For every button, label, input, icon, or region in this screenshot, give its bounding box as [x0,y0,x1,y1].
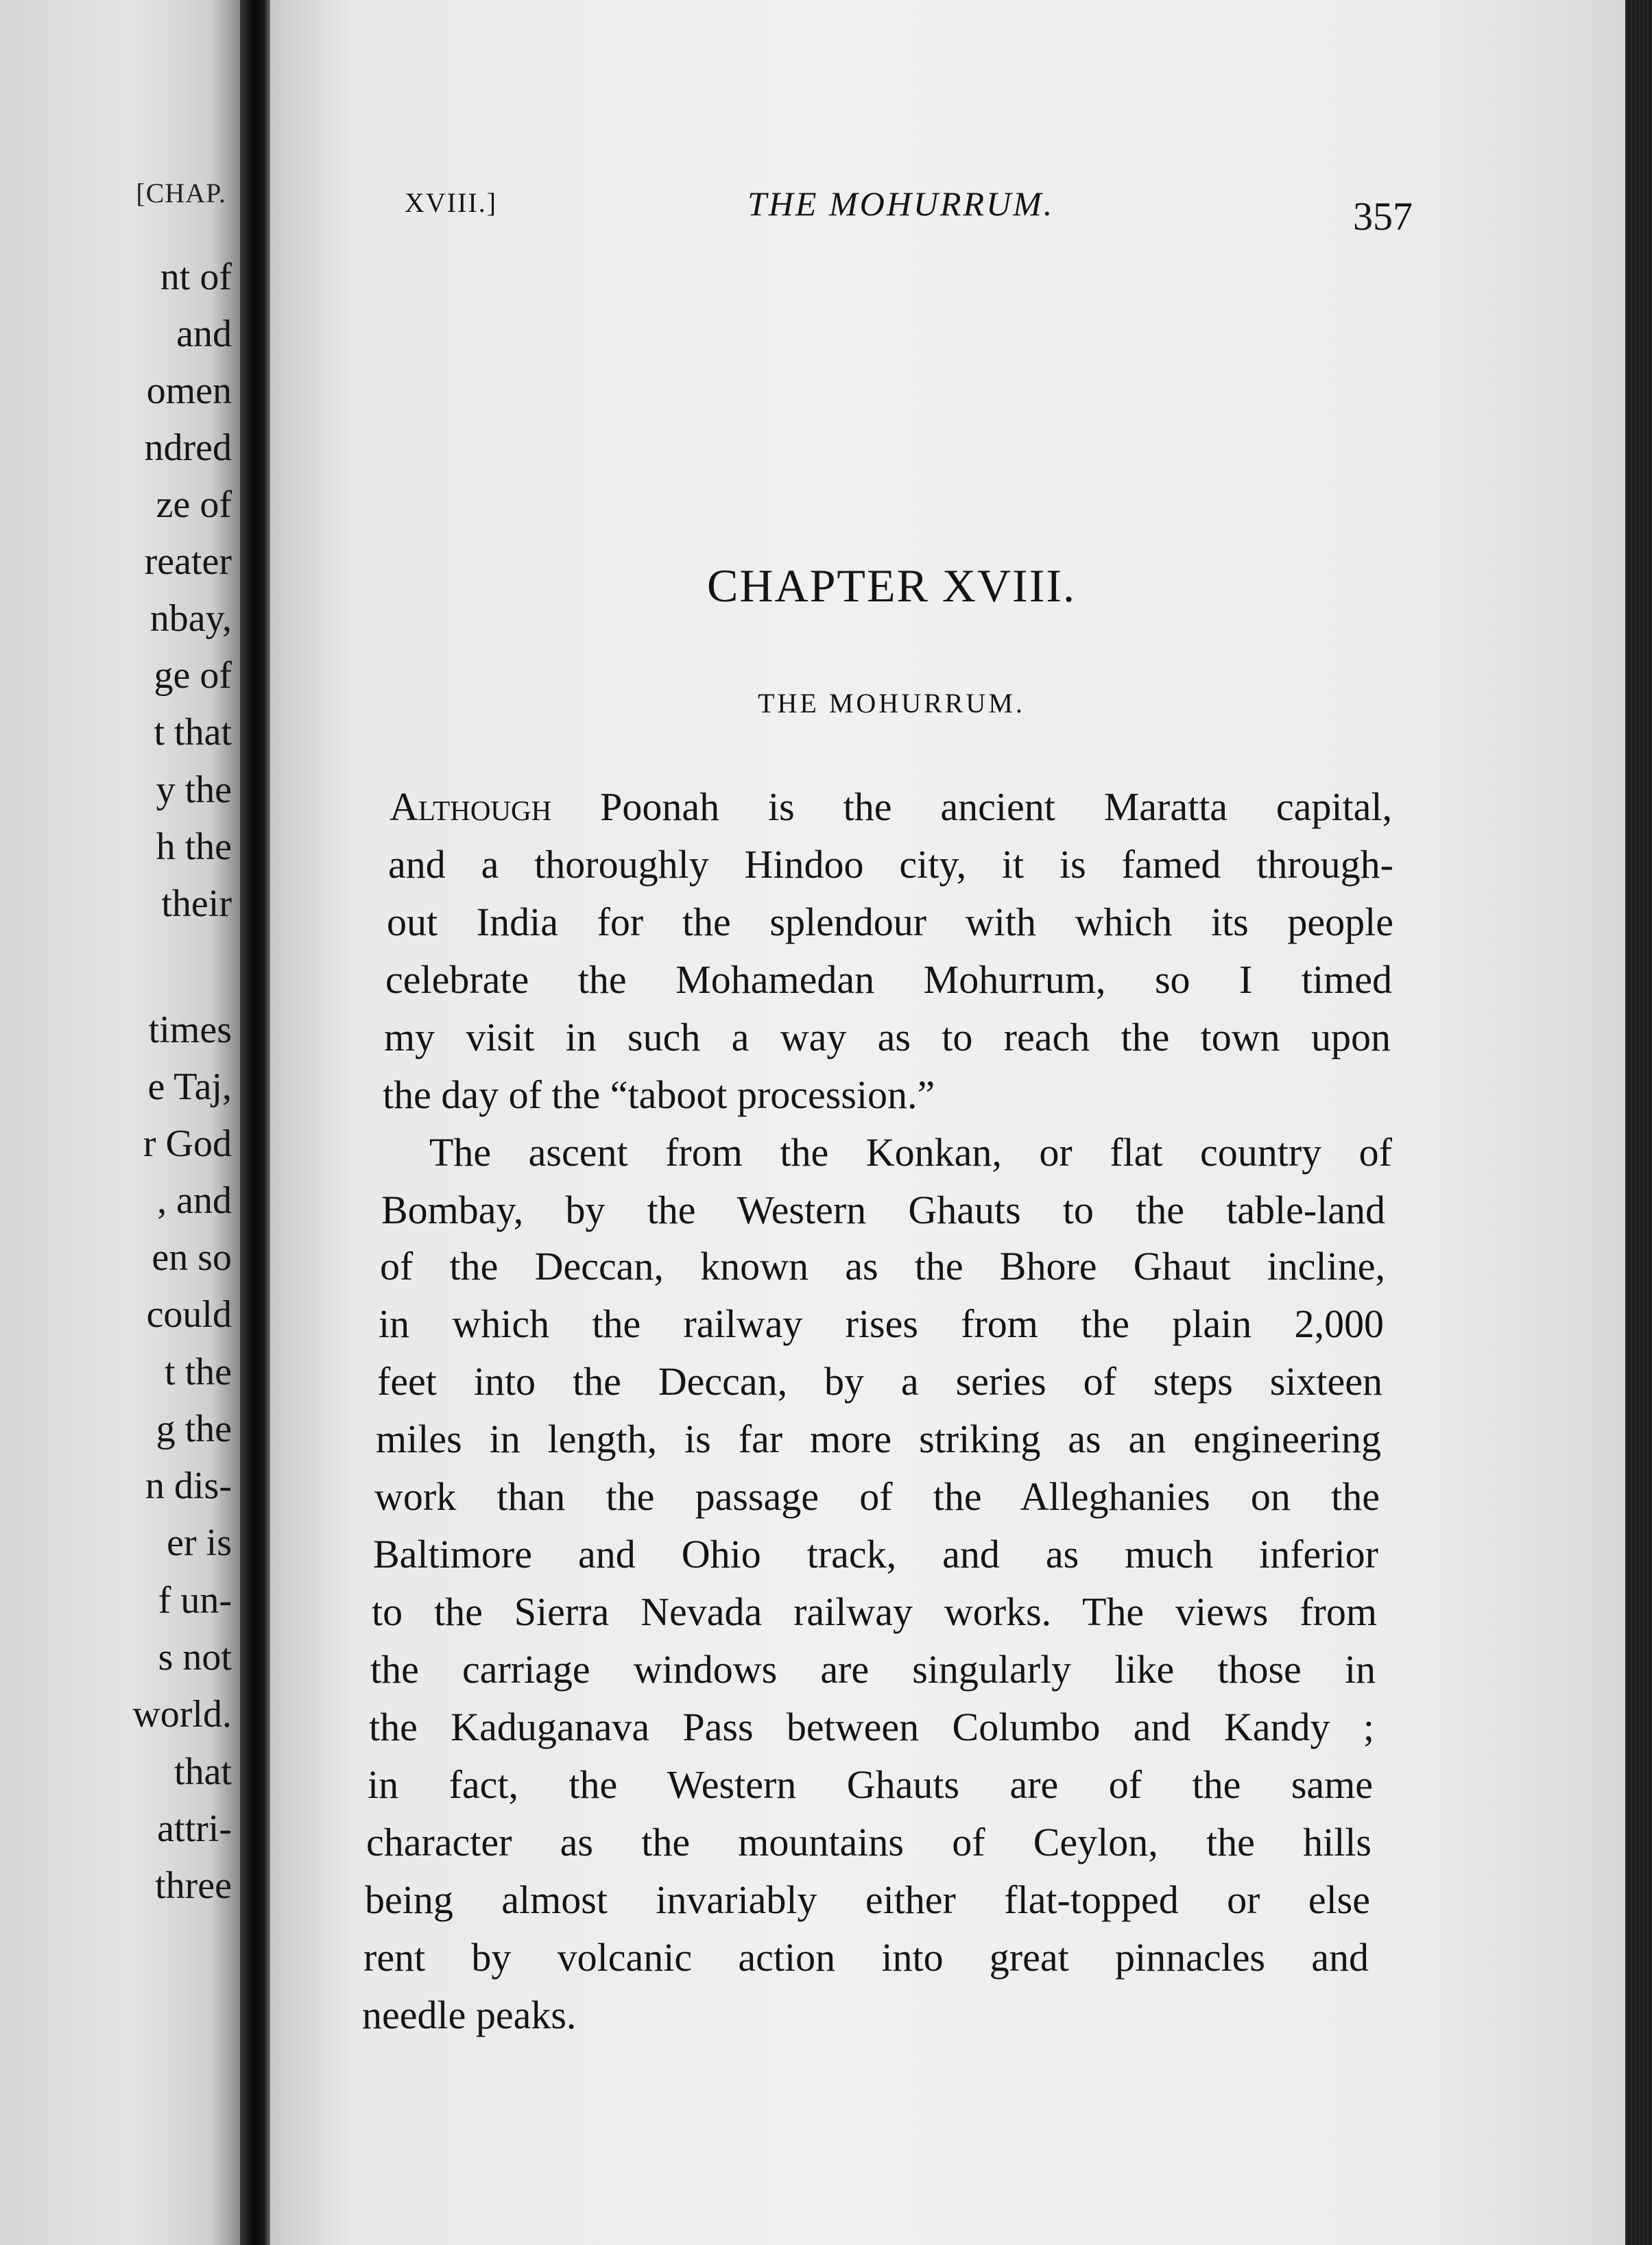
paragraph-2-line-8: Baltimore and Ohio track, and as much inferior [373,1532,1378,1576]
paragraph-2-line-12: in fact, the Western Ghauts are of the same [368,1762,1373,1807]
left-page-header: [CHAP. [136,178,226,208]
left-page-line: and [176,313,232,355]
paragraph-lead-word: Although [390,784,552,829]
left-page-line: , and [157,1179,232,1222]
left-page-line: t that [154,711,232,754]
left-page-line: world. [132,1693,232,1736]
left-page-line: attri- [157,1808,232,1850]
paragraph-1-line-6: the day of the “taboot procession.” [383,1072,935,1117]
left-page-line: times [148,1009,232,1051]
paragraph-1-line-3: out India for the splendour with which its people [387,900,1393,944]
chapter-heading: CHAPTER XVIII. [707,560,1076,612]
left-page-line: nbay, [149,597,232,640]
page-number: 357 [1353,194,1413,239]
left-page-line: h the [156,826,232,868]
left-page-line: ze of [156,483,232,526]
left-page-line: e Taj, [147,1066,232,1108]
paragraph-2-line-5: feet into the Deccan, by a series of steps sixteen [377,1359,1382,1404]
paragraph-2-line-1: The ascent from the Konkan, or flat country of [429,1130,1392,1175]
left-page-line: en so [152,1236,232,1279]
left-page-line: ndred [144,427,232,469]
page-edge [1625,0,1652,2245]
left-page-line: three [155,1864,232,1907]
left-page-line: er is [167,1522,232,1564]
left-page-line: omen [146,370,232,412]
paragraph-2-line-9: to the Sierra Nevada railway works. The views from [372,1589,1377,1634]
paragraph-2-line-3: of the Deccan, known as the Bhore Ghaut incline, [380,1244,1385,1288]
paragraph-2-line-14: being almost invariably either flat-topped or else [365,1877,1370,1922]
running-head [405,184,1413,239]
book-gutter [240,0,270,2245]
paragraph-2-line-2: Bombay, by the Western Ghauts to the table-land [381,1188,1385,1232]
running-head-chapter: XVIII.] [405,187,498,218]
paragraph-1-first-line-rest: Poonah is the ancient Maratta capital, [600,784,1393,829]
left-page-line: g the [156,1408,232,1450]
paragraph-2-line-15: rent by volcanic action into great pinnacles and [363,1935,1369,1980]
paragraph-2-line-10: the carriage windows are singularly like those in [370,1647,1376,1692]
left-page-line: t the [165,1351,232,1393]
paragraph-2-line-13: character as the mountains of Ceylon, the hills [366,1820,1372,1864]
paragraph-1-line-5: my visit in such a way as to reach the town upon [384,1015,1391,1059]
left-page-line: y the [156,769,232,811]
left-page-line: could [146,1293,232,1336]
left-page-line: their [161,883,232,925]
left-page-line: nt of [160,256,232,298]
chapter-subheading: THE MOHURRUM. [758,688,1025,719]
paragraph-2-line-4: in which the railway rises from the plain 2,000 [379,1301,1384,1346]
left-page-line: s not [158,1636,232,1679]
paragraph-2-line-6: miles in length, is far more striking as an engineering [376,1417,1381,1461]
paragraph-2-line-16: needle peaks. [362,1993,577,2037]
left-page-line: reater [144,540,232,583]
paragraph-1-line-4: celebrate the Mohamedan Mohurrum, so I timed [385,957,1392,1002]
left-page-line: f un- [158,1579,232,1622]
left-page-line: n dis- [145,1465,232,1507]
paragraph-2-line-7: work than the passage of the Alleghanies on the [374,1474,1380,1519]
left-page-line: that [174,1751,232,1793]
paragraph-1-line-1 [390,783,1392,831]
running-head-title: THE MOHURRUM. [747,184,1055,223]
left-page-line: r God [143,1122,232,1165]
left-page-line: ge of [154,654,232,697]
paragraph-1-line-2: and a thoroughly Hindoo city, it is famed through- [388,842,1393,887]
left-page-fragment [0,0,240,2245]
paragraph-2-line-11: the Kaduganava Pass between Columbo and Kandy ; [369,1705,1374,1749]
